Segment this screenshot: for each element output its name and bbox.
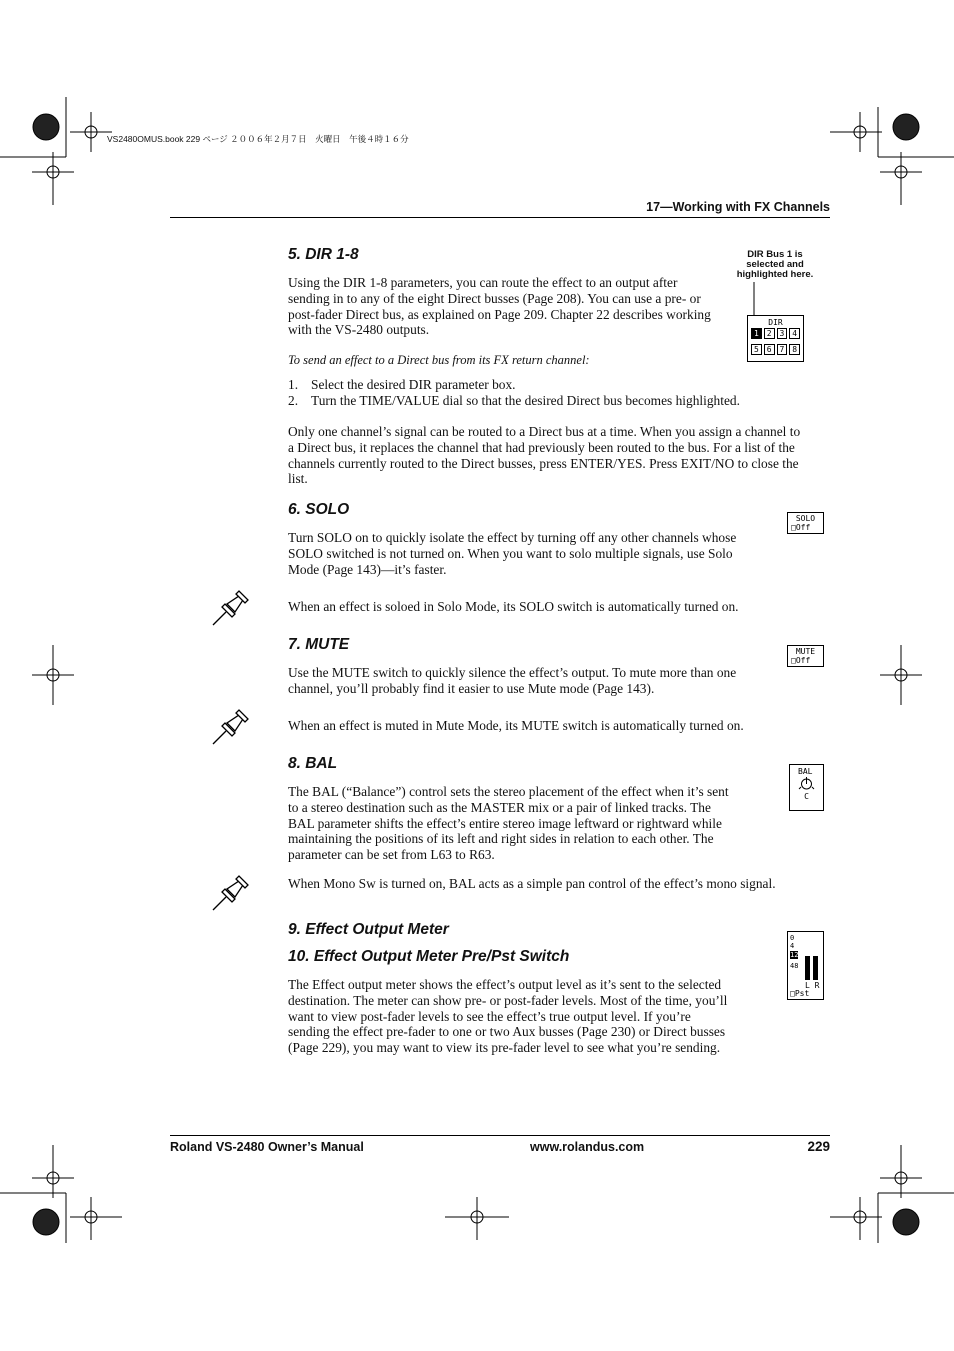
dir-callout: DIR Bus 1 is selected and highlighted here.	[736, 249, 814, 280]
mute-lcd-state: Off	[795, 656, 811, 665]
dir-bus-1: 1	[751, 328, 762, 339]
dir-paragraph-2: Only one channel’s signal can be routed to a Direct bus at a time. When you assign a channel to a Direct bus, it replaces the channel that had previously been routed to the bus. For a list of the channels currently routed to the Direct busses, press ENTER/YES. Press EXIT/NO to close the list.	[288, 424, 801, 487]
dir-steps	[288, 377, 808, 409]
dir-bus-7: 7	[777, 344, 788, 355]
dir-subheading: To send an effect to a Direct bus from its FX return channel:	[288, 353, 590, 367]
solo-lcd-label: SOLO	[795, 514, 816, 523]
list-item	[288, 393, 808, 409]
footer-rule	[170, 1135, 830, 1136]
solo-lcd-switch	[787, 512, 824, 534]
step-number: 1.	[288, 377, 299, 392]
step-text: Turn the TIME/VALUE dial so that the desired Direct bus becomes highlighted.	[311, 392, 740, 408]
bal-note: When Mono Sw is turned on, BAL acts as a simple pan control of the effect’s mono signal.	[288, 876, 776, 891]
section-heading-solo: 6. SOLO	[288, 501, 350, 518]
meter-scale-label: 4	[790, 942, 795, 950]
meter-pre-post-switch: □Pst	[790, 989, 810, 998]
meter-switch-state: Pst	[794, 989, 810, 998]
meter-scale-label: 48	[790, 962, 799, 970]
chapter-header: 17—Working with FX Channels	[646, 200, 830, 214]
mute-lcd-state-row: □Off	[791, 656, 811, 665]
dir-bus-row-1	[748, 327, 803, 340]
solo-lcd-state: Off	[795, 523, 811, 532]
section-heading-meter-switch: 10. Effect Output Meter Pre/Pst Switch	[288, 948, 570, 965]
footer-website: www.rolandus.com	[530, 1140, 645, 1154]
solo-note: When an effect is soloed in Solo Mode, its SOLO switch is automatically turned on.	[288, 599, 739, 614]
dir-bus-4: 4	[789, 328, 800, 339]
section-heading-mute: 7. MUTE	[288, 636, 350, 653]
bal-lcd-label: BAL	[798, 767, 813, 776]
meter-paragraph: The Effect output meter shows the effect’s output level as it’s sent to the selected destination. The meter can show pre- or post-fader levels. Most of the time, you’ll want to view post-fader levels to see the effect’s true output level. If you’re sending the effect pre-fader to one or two Aux busses (Page 230) or Direct busses (Page 229), you may want to view its pre-fader level to see what you’re sending.	[288, 977, 728, 1056]
meter-bar-left	[805, 956, 810, 980]
bal-paragraph: The BAL (“Balance”) control sets the stereo placement of the effect when it’s sent to a stereo destination such as the MASTER mix or a pair of linked tracks. The BAL parameter shifts the effect’s entire stereo image leftward or rightward while maintaining the positions of its left and right sides in relation to each other. The parameter can be set from L63 to R63.	[288, 784, 729, 863]
step-number: 2.	[288, 392, 299, 408]
mute-lcd-label: MUTE	[795, 647, 816, 656]
solo-lcd-state-row: □Off	[791, 523, 811, 532]
knob-icon	[790, 776, 823, 792]
dir-bus-5: 5	[751, 344, 762, 355]
section-heading-meter: 9. Effect Output Meter	[288, 921, 449, 938]
print-info: VS2480OMUS.book 229 ページ ２００６年２月７日 火曜日 午後４時１６分	[107, 134, 409, 144]
dir-bus-2: 2	[764, 328, 775, 339]
dir-bus-row-2	[748, 340, 803, 355]
bal-lcd-knob	[789, 764, 824, 811]
step-text: Select the desired DIR parameter box.	[311, 377, 516, 392]
dir-bus-3: 3	[777, 328, 788, 339]
header-rule	[170, 217, 830, 218]
pushpin-note-icon	[210, 588, 250, 628]
bal-lcd-value: C	[804, 792, 809, 801]
mute-paragraph: Use the MUTE switch to quickly silence the effect’s output. To mute more than one channel, you’ll probably find it easier to use Mute mode (Page 143).	[288, 665, 737, 696]
meter-lr-label: L R	[805, 981, 820, 990]
meter-scale-label: 0	[790, 934, 795, 942]
pushpin-note-icon	[210, 707, 250, 747]
meter-scale	[790, 934, 798, 970]
section-heading-dir: 5. DIR 1-8	[288, 246, 359, 263]
dir-lcd-display	[747, 315, 804, 362]
dir-bus-8: 8	[789, 344, 800, 355]
list-item	[288, 377, 808, 393]
solo-paragraph: Turn SOLO on to quickly isolate the effect by turning off any other channels whose SOLO switched is not turned on. When you want to solo multiple signals, use Solo Mode (Page 143)—it’s faster.	[288, 530, 737, 577]
dir-lcd-title: DIR	[768, 318, 783, 327]
mute-note: When an effect is muted in Mute Mode, its MUTE switch is automatically turned on.	[288, 718, 744, 733]
dir-paragraph: Using the DIR 1-8 parameters, you can route the effect to an output after sending in to any of the eight Direct busses (Page 208). You can use a pre- or post-fader Direct bus, as explained on Page 209. Chapter 22 describes working with the VS-2480 outputs.	[288, 275, 711, 338]
pushpin-note-icon	[210, 873, 250, 913]
mute-lcd-switch	[787, 645, 824, 667]
meter-scale-label: 12	[790, 951, 799, 959]
section-heading-bal: 8. BAL	[288, 755, 338, 772]
meter-lcd	[787, 931, 824, 1000]
dir-bus-6: 6	[764, 344, 775, 355]
footer-manual-title: Roland VS-2480 Owner’s Manual	[170, 1140, 364, 1154]
meter-bar-right	[813, 956, 818, 980]
page-number: 229	[807, 1139, 830, 1154]
